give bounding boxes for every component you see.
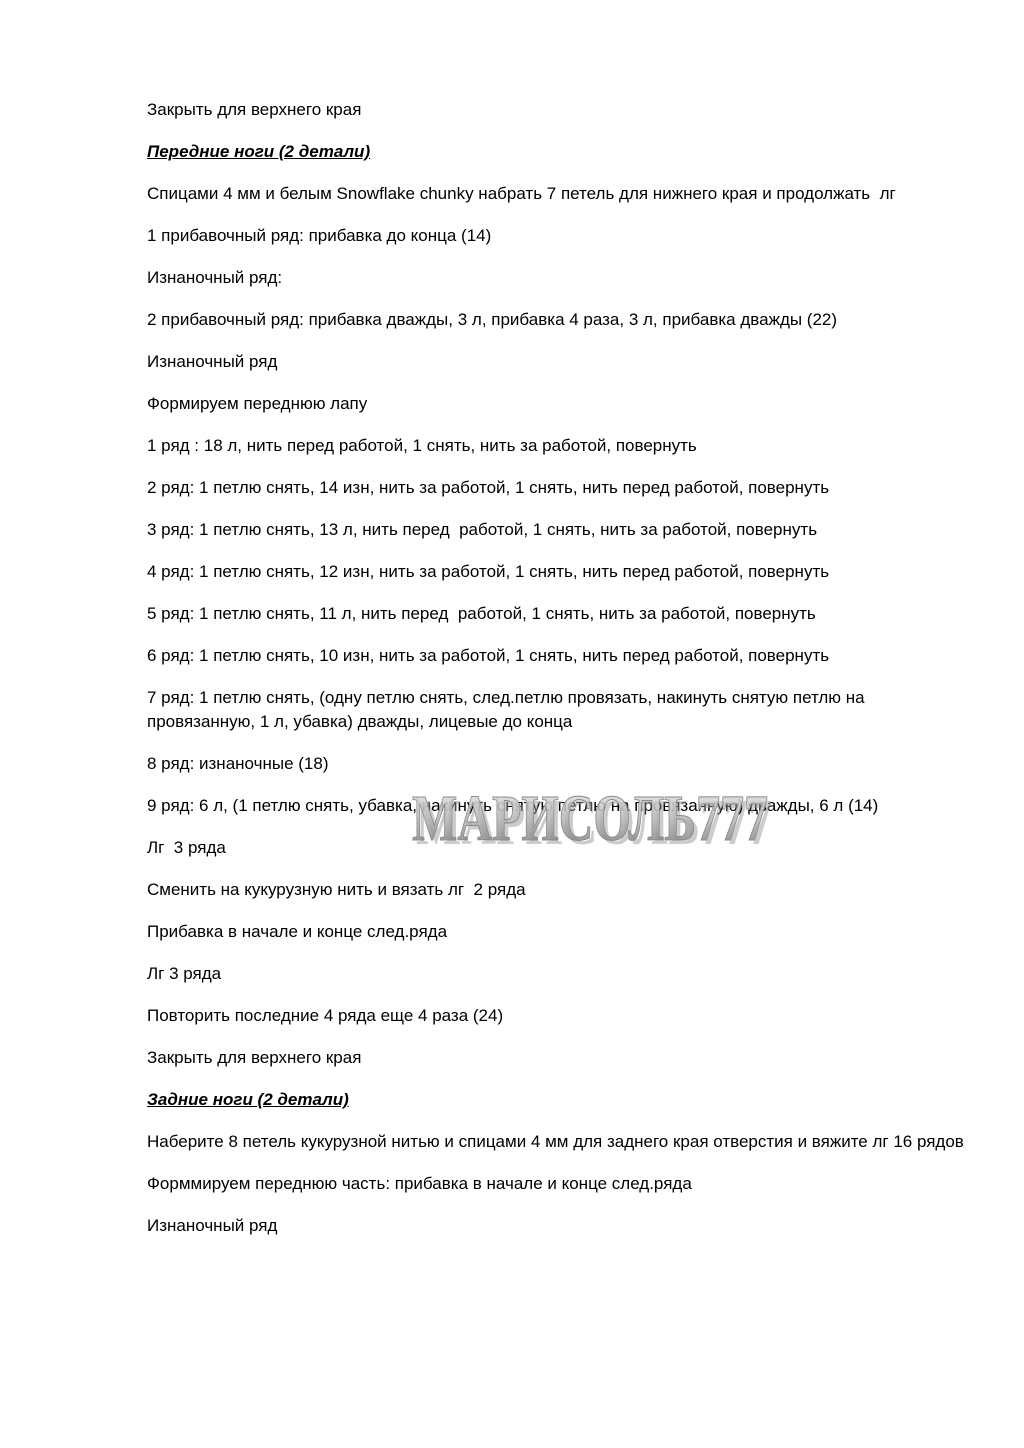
- paragraph: Сменить на кукурузную нить и вязать лг 2 ряда: [147, 880, 526, 899]
- paragraph: 5 ряд: 1 петлю снять, 11 л, нить перед работой, 1 снять, нить за работой, повернуть: [147, 604, 816, 623]
- paragraph: 9 ряд: 6 л, (1 петлю снять, убавка, накинуть снятую петлю на провязанную) дважды, 6 л (14): [147, 796, 879, 815]
- paragraph: Закрыть для верхнего края: [147, 1048, 362, 1067]
- paragraph: 1 ряд : 18 л, нить перед работой, 1 снять, нить за работой, повернуть: [147, 436, 697, 455]
- paragraph: Наберите 8 петель кукурузной нитью и спицами 4 мм для заднего края отверстия и вяжите лг 16 рядов: [147, 1132, 964, 1151]
- paragraph: 1 прибавочный ряд: прибавка до конца (14): [147, 226, 492, 245]
- paragraph: Прибавка в начале и конце след.ряда: [147, 922, 448, 941]
- paragraph: Лг 3 ряда: [147, 838, 226, 857]
- paragraph: Лг 3 ряда: [147, 964, 222, 983]
- watermark-svg: [410, 770, 780, 870]
- paragraph: Закрыть для верхнего края: [147, 100, 362, 119]
- paragraph: 8 ряд: изнаночные (18): [147, 754, 329, 773]
- paragraph: Изнаночный ряд: [147, 1216, 278, 1235]
- paragraph: Формируем переднюю лапу: [147, 394, 368, 413]
- section-heading: Задние ноги (2 детали): [147, 1090, 349, 1109]
- paragraph: Изнаночный ряд: [147, 352, 278, 371]
- watermark-shadow: МАРИСОЛЬ777: [416, 786, 772, 859]
- paragraph: Изнаночный ряд:: [147, 268, 283, 287]
- paragraph: 2 ряд: 1 петлю снять, 14 изн, нить за работой, 1 снять, нить перед работой, повернуть: [147, 478, 830, 497]
- paragraph: 4 ряд: 1 петлю снять, 12 изн, нить за работой, 1 снять, нить перед работой, повернуть: [147, 562, 830, 581]
- paragraph: 2 прибавочный ряд: прибавка дважды, 3 л, прибавка 4 раза, 3 л, прибавка дважды (22): [147, 310, 838, 329]
- section-heading: Передние ноги (2 детали): [147, 142, 371, 161]
- paragraph: 6 ряд: 1 петлю снять, 10 изн, нить за работой, 1 снять, нить перед работой, повернуть: [147, 646, 830, 665]
- paragraph: Спицами 4 мм и белым Snowflake chunky набрать 7 петель для нижнего края и продолжать лг: [147, 184, 896, 203]
- watermark-text: МАРИСОЛЬ777: [412, 782, 768, 855]
- paragraph: Форммируем переднюю часть: прибавка в начале и конце след.ряда: [147, 1174, 692, 1193]
- paragraph: Повторить последние 4 ряда еще 4 раза (24): [147, 1006, 504, 1025]
- document-page: [147, 98, 967, 1256]
- paragraph: 3 ряд: 1 петлю снять, 13 л, нить перед работой, 1 снять, нить за работой, повернуть: [147, 520, 818, 539]
- watermark-logo: [410, 770, 780, 870]
- paragraph: 7 ряд: 1 петлю снять, (одну петлю снять, след.петлю провязать, накинуть снятую петлю на провязанную, 1 л, убавка) дважды, лицевые до конца: [147, 688, 870, 731]
